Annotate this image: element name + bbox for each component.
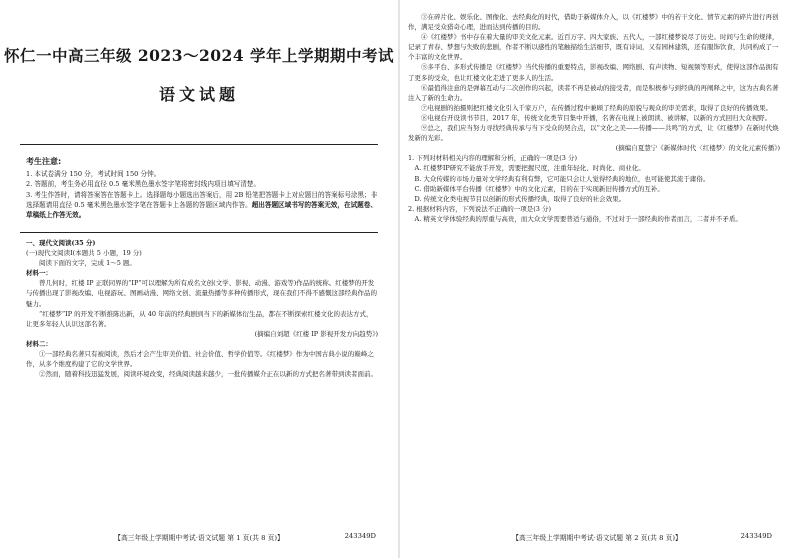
top-rule — [20, 144, 378, 145]
question-two: 2. 根据材料内容，下列说法不正确的一项是(3 分) — [408, 204, 552, 213]
subsection-heading: (一)现代文阅读Ⅰ(本题共 5 小题，19 分) — [26, 249, 142, 258]
notice-item: 2. 答题前，考生务必用直径 0.5 毫米黑色墨水签字笔将密封线内项目填写清楚。 — [26, 180, 261, 189]
notice-item-text: 3. 考生作答时，请将答案答在答题卡上。选择题每小题选出答案后，用 2B 铅笔把答题卡上对应题目的答案标号涂黑；非选择题请用直径 0.5 毫米黑色墨水签字笔在答题卡上各题的答题区域内作答。 — [26, 190, 378, 209]
source-citation: (摘编自刘超《红楼 IP 影视开发方向趋势》) — [254, 329, 378, 338]
bottom-rule — [20, 232, 378, 233]
paragraph: ④《红楼梦》书中存在着大量的审美文化元素。近百万字、四大家族、五代人，一部红楼梦说尽了历史。时间与生命的规律，记录了青春、梦想与失败的悲剧，作者不断以感性的笔触描绘生活细节，既有诗词，又有园林建筑，还有服饰饮食，共同构成了一个丰富的文化世界。 — [408, 33, 779, 62]
page-two — [400, 0, 794, 558]
instruction-text: 阅读下面的文字，完成 1～5 题。 — [39, 259, 136, 268]
answer-option: C. 借助新媒体平台传播《红楼梦》中的文化元素，目的在于实现新旧传播方式的互补。 — [414, 184, 664, 193]
paper-code: 243349D — [344, 532, 376, 540]
paragraph: ②然而，随着科技迅猛发展，阅读环境改变，经典阅读越来越少，一批传播媒介正在以新的方式把名著带到读者面前。 — [39, 370, 377, 379]
notice-item: 1. 本试卷满分 150 分，考试时间 150 分钟。 — [26, 170, 161, 179]
answer-option: A. 精英文学体验经典的厚重与高贵，而大众文学需要普适与通俗，不过对于一部经典的作者而言，二者并不矛盾。 — [414, 214, 742, 223]
exam-title: 怀仁一中高三年级 2023～2024 学年上学期期中考试 — [3, 46, 395, 65]
paragraph: “红楼梦”IP 的开发不断推陈出新，从 40 年前的经典剧到当下的新媒体衍生品，都在不断探索红楼文化的表达方式，让更多年轻人认识这部名著。 — [26, 309, 373, 328]
page-footer — [400, 532, 794, 542]
page-footer — [0, 532, 398, 542]
notice-emphasis: 超出答题区域书写的答案无效，在试题卷、草稿纸上作答无效。 — [26, 200, 377, 220]
paragraph: 曾几何时，红楼 IP 正联同界的“IP”可以理解为所有成名文创(文学、影视、动漫、游戏等)作品的统称。红楼梦的开发与传播出现了影视改编、电视游玩、图画动漫、网络文创、流量热播等多种传播形式，现在我们不得不感慨这部经典作品的魅力。 — [26, 279, 377, 308]
notice-item — [26, 190, 378, 221]
source-citation: (摘编自夏慧宁《新媒体时代〈红楼梦〉的文化元素传播》) — [615, 144, 780, 153]
paragraph: ①一部经典名著只有被阅读，然后才会产生审美价值、社会价值、哲学价值等。《红楼梦》作为中国古典小说的巅峰之作，从多个维度构建了它的文学世界。 — [26, 350, 374, 369]
notice-heading: 考生注意: — [26, 157, 62, 166]
answer-option: B. 大众传媒的市场力量对文学经典有利有弊，它可能只会让人觉得经典的地位，也可能使其流于庸俗。 — [414, 174, 710, 183]
paper-code: 243349D — [740, 532, 772, 540]
paragraph: ⑥最值得注意的是弹幕互动与二次创作的兴起，读者不再是被动的接受者，而是积极参与到经典的再阐释之中，这为古典名著注入了新的生命力。 — [408, 83, 779, 102]
answer-option: D. 传统文化类电视节目以创新的形式传播经典，取得了良好的社会效果。 — [414, 194, 626, 203]
answer-option: A. 红楼梦IP研究不能放手开发，需要把握尺度，注重年轻化、时尚化、商业化。 — [414, 164, 645, 173]
paragraph: ③在碎片化、娱乐化、图像化、去经典化的时代，借助于新媒体介入，以《红楼梦》中的若干文化、情节元素的碎片进行再创作，满足受众猎奇心理，进而达到传播的目的。 — [408, 13, 779, 32]
question-one: 1. 下列对材料相关内容的理解和分析，正确的一项是(3 分) — [408, 154, 578, 163]
material-two-label: 材料二： — [26, 339, 52, 348]
footer-label: 【高三年级上学期期中考试·语文试题 第 1 页(共 8 页)】 — [114, 534, 284, 542]
paragraph: ⑤多平台、多形式传播是《红楼梦》当代传播的重要特点，影视改编、网络剧、有声读物、短视频等形式，使得这部作品拥有了更多的受众，也让红楼文化走进了更多人的生活。 — [408, 63, 779, 82]
notice-box — [26, 157, 378, 220]
section-heading: 一、现代文阅读(35 分) — [26, 239, 96, 247]
paper-subtitle: 语文试题 — [158, 85, 239, 104]
reading-continued — [408, 12, 780, 224]
paragraph: ⑧电视台开设读书节目，2017 年，传统文化类节目集中开播，名著在电视上被朗读、被讲解，以新的方式回归大众视野。 — [421, 113, 772, 122]
material-one-label: 材料一： — [26, 269, 52, 278]
paragraph: ⑦电视剧的拍摄则把红楼文化引入千家万户，在传播过程中兼顾了经典的原貌与观众的审美需求，取得了良好的传播效果。 — [421, 103, 772, 112]
paragraph: ⑨总之，我们应当努力寻找经典传承与当下受众的契合点，以“文化之美——传播——共鸣”的方式，让《红楼梦》在新时代焕发新的光彩。 — [408, 124, 779, 143]
reading-section — [26, 238, 378, 379]
footer-label: 【高三年级上学期期中考试·语文试题 第 2 页(共 8 页)】 — [512, 534, 682, 542]
